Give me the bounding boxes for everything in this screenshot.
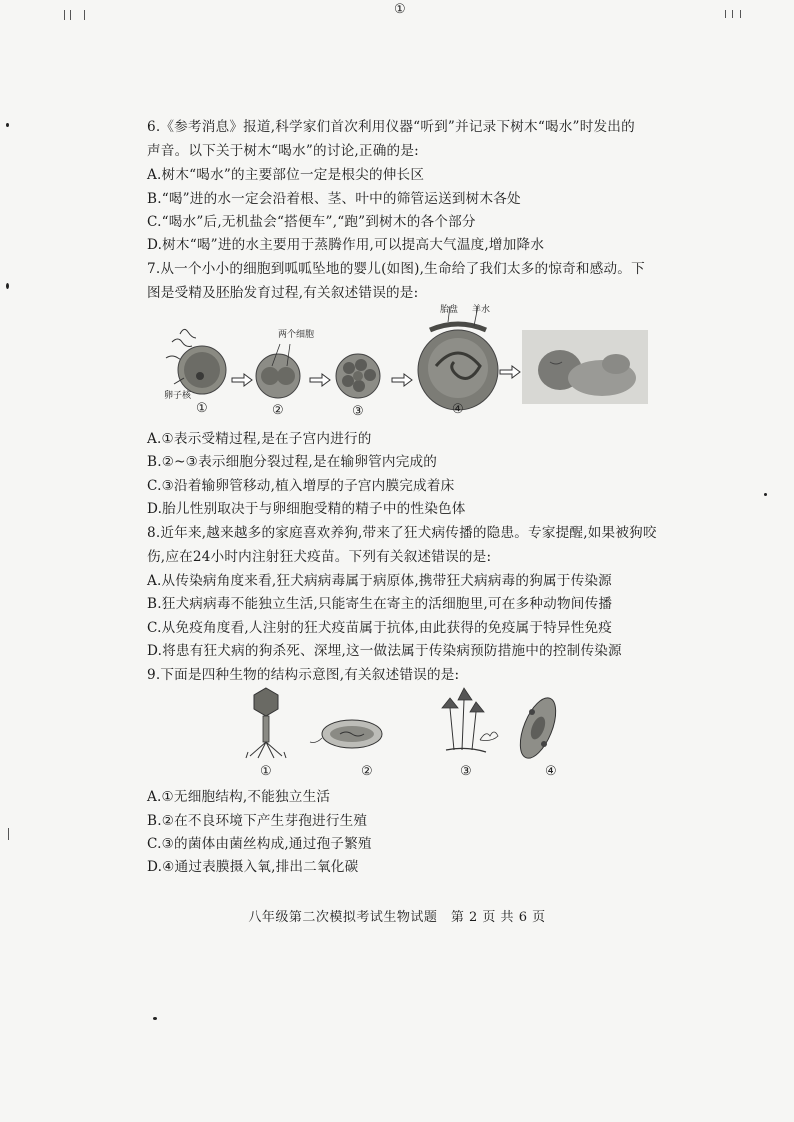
q7-figure-number-1: ① — [196, 401, 208, 416]
q9-option-a: A.①无细胞结构,不能独立生活 — [147, 789, 331, 805]
q8-option-a: A.从传染病角度来看,狂犬病病毒属于病原体,携带狂犬病病毒的狗属于传染源 — [147, 573, 612, 589]
two-cell-stage — [256, 344, 300, 398]
q8-option-c: C.从免疫角度看,人注射的狂犬疫苗属于抗体,由此获得的免疫属于特异性免疫 — [147, 620, 613, 636]
q6-option-b: B.“喝”进的水一定会沿着根、茎、叶中的筛管运送到树木各处 — [147, 191, 521, 207]
mold-drawing — [442, 688, 498, 752]
bacteriophage-drawing — [246, 688, 286, 758]
scan-speck — [153, 1017, 157, 1020]
scan-speck — [6, 123, 9, 127]
egg-fertilization-stage — [166, 329, 226, 394]
q6-stem-line2: 声音。以下关于树木“喝水”的讨论,正确的是: — [147, 143, 419, 159]
q7-figure-number-2: ② — [272, 403, 284, 418]
q7-option-c: C.③沿着输卵管移动,植入增厚的子宫内膜完成着床 — [147, 478, 455, 494]
arrow-3 — [392, 374, 412, 386]
organisms-figure — [236, 686, 586, 782]
scan-mark — [732, 10, 733, 18]
scan-speck — [764, 493, 767, 496]
q7-figure-number-3: ③ — [352, 404, 364, 419]
scan-mark — [70, 10, 71, 20]
label-egg-nucleus: 卵子核 — [164, 391, 192, 401]
q7-figure-number-4: ④ — [452, 402, 464, 417]
q8-stem-line1: 8.近年来,越来越多的家庭喜欢养狗,带来了狂犬病传播的隐患。专家提醒,如果被狗咬 — [147, 525, 657, 541]
q6-option-c: C.“喝水”后,无机盐会“搭便车”,“跑”到树木的各个部分 — [147, 214, 476, 230]
q6-option-a: A.树木“喝水”的主要部位一定是根尖的伸长区 — [147, 167, 425, 183]
label-two-cells: 两个细胞 — [278, 330, 315, 340]
newborn-baby-photo — [522, 330, 648, 404]
q9-option-c: C.③的菌体由菌丝构成,通过孢子繁殖 — [147, 836, 372, 852]
q9-option-d: D.④通过表膜摄入氧,排出二氧化碳 — [147, 859, 359, 875]
q7-option-d: D.胎儿性别取决于与卵细胞受精的精子中的性染色体 — [147, 501, 466, 517]
q7-option-b: B.②~③表示细胞分裂过程,是在输卵管内完成的 — [147, 454, 438, 470]
scan-mark — [725, 10, 726, 18]
q8-option-d: D.将患有狂犬病的狗杀死、深埋,这一做法属于传染病预防措施中的控制传染源 — [147, 643, 622, 659]
arrow-1 — [232, 374, 252, 386]
q9-figure-number-1: ① — [260, 764, 272, 779]
scan-mark — [84, 10, 85, 20]
q6-stem-line1: 6.《参考消息》报道,科学家们首次利用仪器“听到”并记录下树木“喝水”时发出的 — [147, 119, 635, 135]
scan-mark — [8, 828, 9, 840]
q9-stem: 9.下面是四种生物的结构示意图,有关叙述错误的是: — [147, 667, 460, 683]
scan-mark — [64, 10, 65, 20]
page-footer: 八年级第二次模拟考试生物试题 第 2 页 共 6 页 — [248, 910, 546, 925]
bacterium-drawing — [310, 720, 382, 748]
page-mark: ① — [394, 2, 406, 17]
paramecium-drawing — [513, 693, 563, 763]
q7-stem-line1: 7.从一个小小的细胞到呱呱坠地的婴儿(如图),生命给了我们太多的惊奇和感动。下 — [147, 261, 645, 277]
arrow-4 — [500, 366, 520, 378]
q8-stem-line2: 伤,应在24小时内注射狂犬疫苗。下列有关叙述错误的是: — [147, 549, 492, 565]
q9-figure-number-2: ② — [361, 764, 373, 779]
q9-figure-number-4: ④ — [545, 764, 557, 779]
organisms-diagram — [236, 686, 586, 766]
q6-option-d: D.树木“喝”进的水主要用于蒸腾作用,可以提高大气温度,增加降水 — [147, 237, 545, 253]
q8-option-b: B.狂犬病病毒不能独立生活,只能寄生在寄主的活细胞里,可在多种动物间传播 — [147, 596, 613, 612]
q7-stem-line2: 图是受精及胚胎发育过程,有关叙述错误的是: — [147, 285, 419, 301]
embryo-stage — [418, 306, 498, 410]
q7-option-a: A.①表示受精过程,是在子宫内进行的 — [147, 431, 372, 447]
fertilization-figure — [160, 300, 650, 420]
multi-cell-stage — [336, 354, 380, 398]
q9-figure-number-3: ③ — [460, 764, 472, 779]
scan-mark — [740, 10, 741, 18]
q9-option-b: B.②在不良环境下产生芽孢进行生殖 — [147, 813, 368, 829]
fertilization-diagram — [160, 300, 650, 420]
arrow-2 — [310, 374, 330, 386]
scan-speck — [6, 283, 9, 289]
label-placenta: 胎盘 — [440, 305, 459, 315]
label-amnion: 羊水 — [472, 305, 491, 315]
